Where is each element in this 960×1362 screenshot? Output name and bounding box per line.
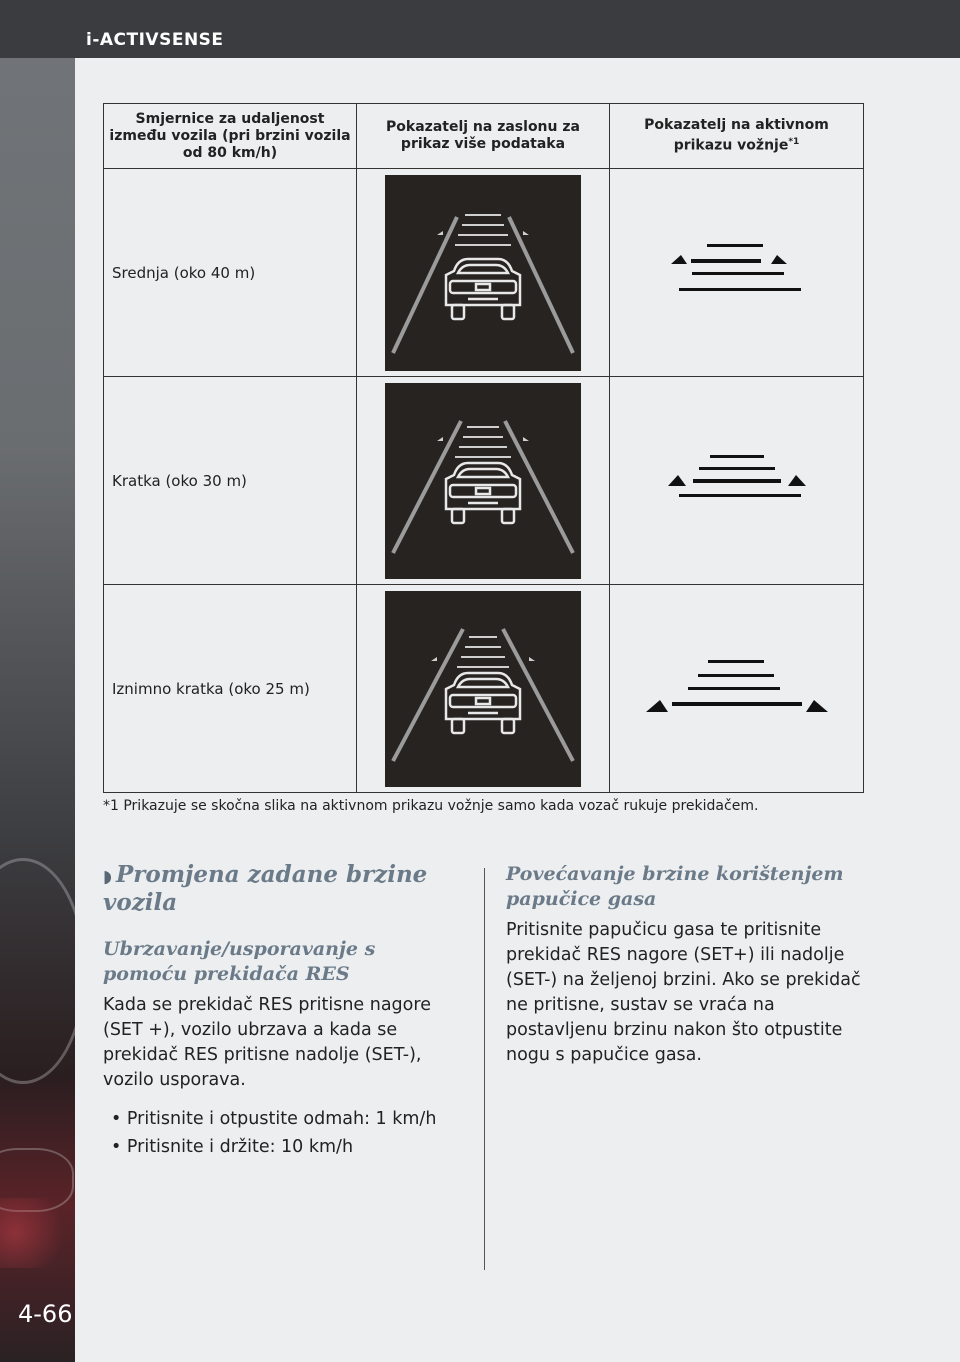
side-photo-strip <box>0 58 75 1362</box>
distance-label: Srednja (oko 40 m) <box>104 169 357 377</box>
header-bar <box>0 0 960 58</box>
header-multi-info-display: Pokazatelj na zaslonu za prikaz više podataka <box>357 104 610 169</box>
paragraph-res-switch: Kada se prekidač RES pritisne nagore (SET +), vozilo ubrzava a kada se prekidač RES pritisne nadolje (SET-), vozilo usporava. <box>103 995 431 1090</box>
column-divider <box>484 868 485 1270</box>
paragraph-accelerator: Pritisnite papučicu gasa te pritisnite prekidač RES nagore (SET+) ili nadolje (SET-) na željenoj brzini. Ako se prekidač ne pritisne, sustav se vraća na postavljenu brzinu nakon što otpustite nogu s papučice gasa. <box>506 920 861 1065</box>
list-item: • Pritisnite i držite: 10 km/h <box>111 1133 463 1161</box>
table-row <box>104 585 864 793</box>
list-item: • Pritisnite i otpustite odmah: 1 km/h <box>111 1105 463 1133</box>
active-driving-display-image <box>610 585 864 793</box>
indicator-medium-icon <box>662 238 812 308</box>
right-column <box>506 862 866 1068</box>
subheading-res-switch: Ubrzavanje/usporavanje s pomoću prekidača RES <box>103 938 376 985</box>
bullet-list <box>103 1105 463 1161</box>
display-short-icon <box>385 383 581 579</box>
table-row <box>104 169 864 377</box>
indicator-very-short-icon <box>642 654 832 724</box>
multi-info-display-image <box>357 169 610 377</box>
display-medium-icon <box>385 175 581 371</box>
left-column <box>103 862 463 1161</box>
section-heading: ◗ Promjena zadane brzine vozila <box>103 861 428 916</box>
page-number: 4-66 <box>18 1300 73 1328</box>
active-driving-display-image <box>610 377 864 585</box>
distance-label: Kratka (oko 30 m) <box>104 377 357 585</box>
header-active-driving-display: Pokazatelj na aktivnom prikazu vožnje$^{*1}$ <box>610 104 864 169</box>
multi-info-display-image <box>357 585 610 793</box>
multi-info-display-image <box>357 377 610 585</box>
heading-marker-icon: ◗ <box>103 867 112 887</box>
table-row <box>104 377 864 585</box>
subheading-accelerator: Povećavanje brzine korištenjem papučice gasa <box>506 863 844 910</box>
distance-label: Iznimno kratka (oko 25 m) <box>104 585 357 793</box>
distance-table <box>103 103 864 793</box>
steering-wheel-shape <box>0 858 75 1084</box>
indicator-short-icon <box>662 451 812 511</box>
seat-highlight <box>0 1198 75 1268</box>
table-footnote: *1 Prikazuje se skočna slika na aktivnom prikazu vožnje samo kada vozač rukuje prekidačem. <box>103 798 759 814</box>
footnote-ref: *1 <box>788 137 800 148</box>
table-header-row <box>104 104 864 169</box>
section-title: i-ACTIVSENSE <box>86 30 224 50</box>
display-very-short-icon <box>385 591 581 787</box>
header-distance-guideline: Smjernice za udaljenost između vozila (pri brzini vozila od 80 km/h) <box>104 104 357 169</box>
active-driving-display-image <box>610 169 864 377</box>
